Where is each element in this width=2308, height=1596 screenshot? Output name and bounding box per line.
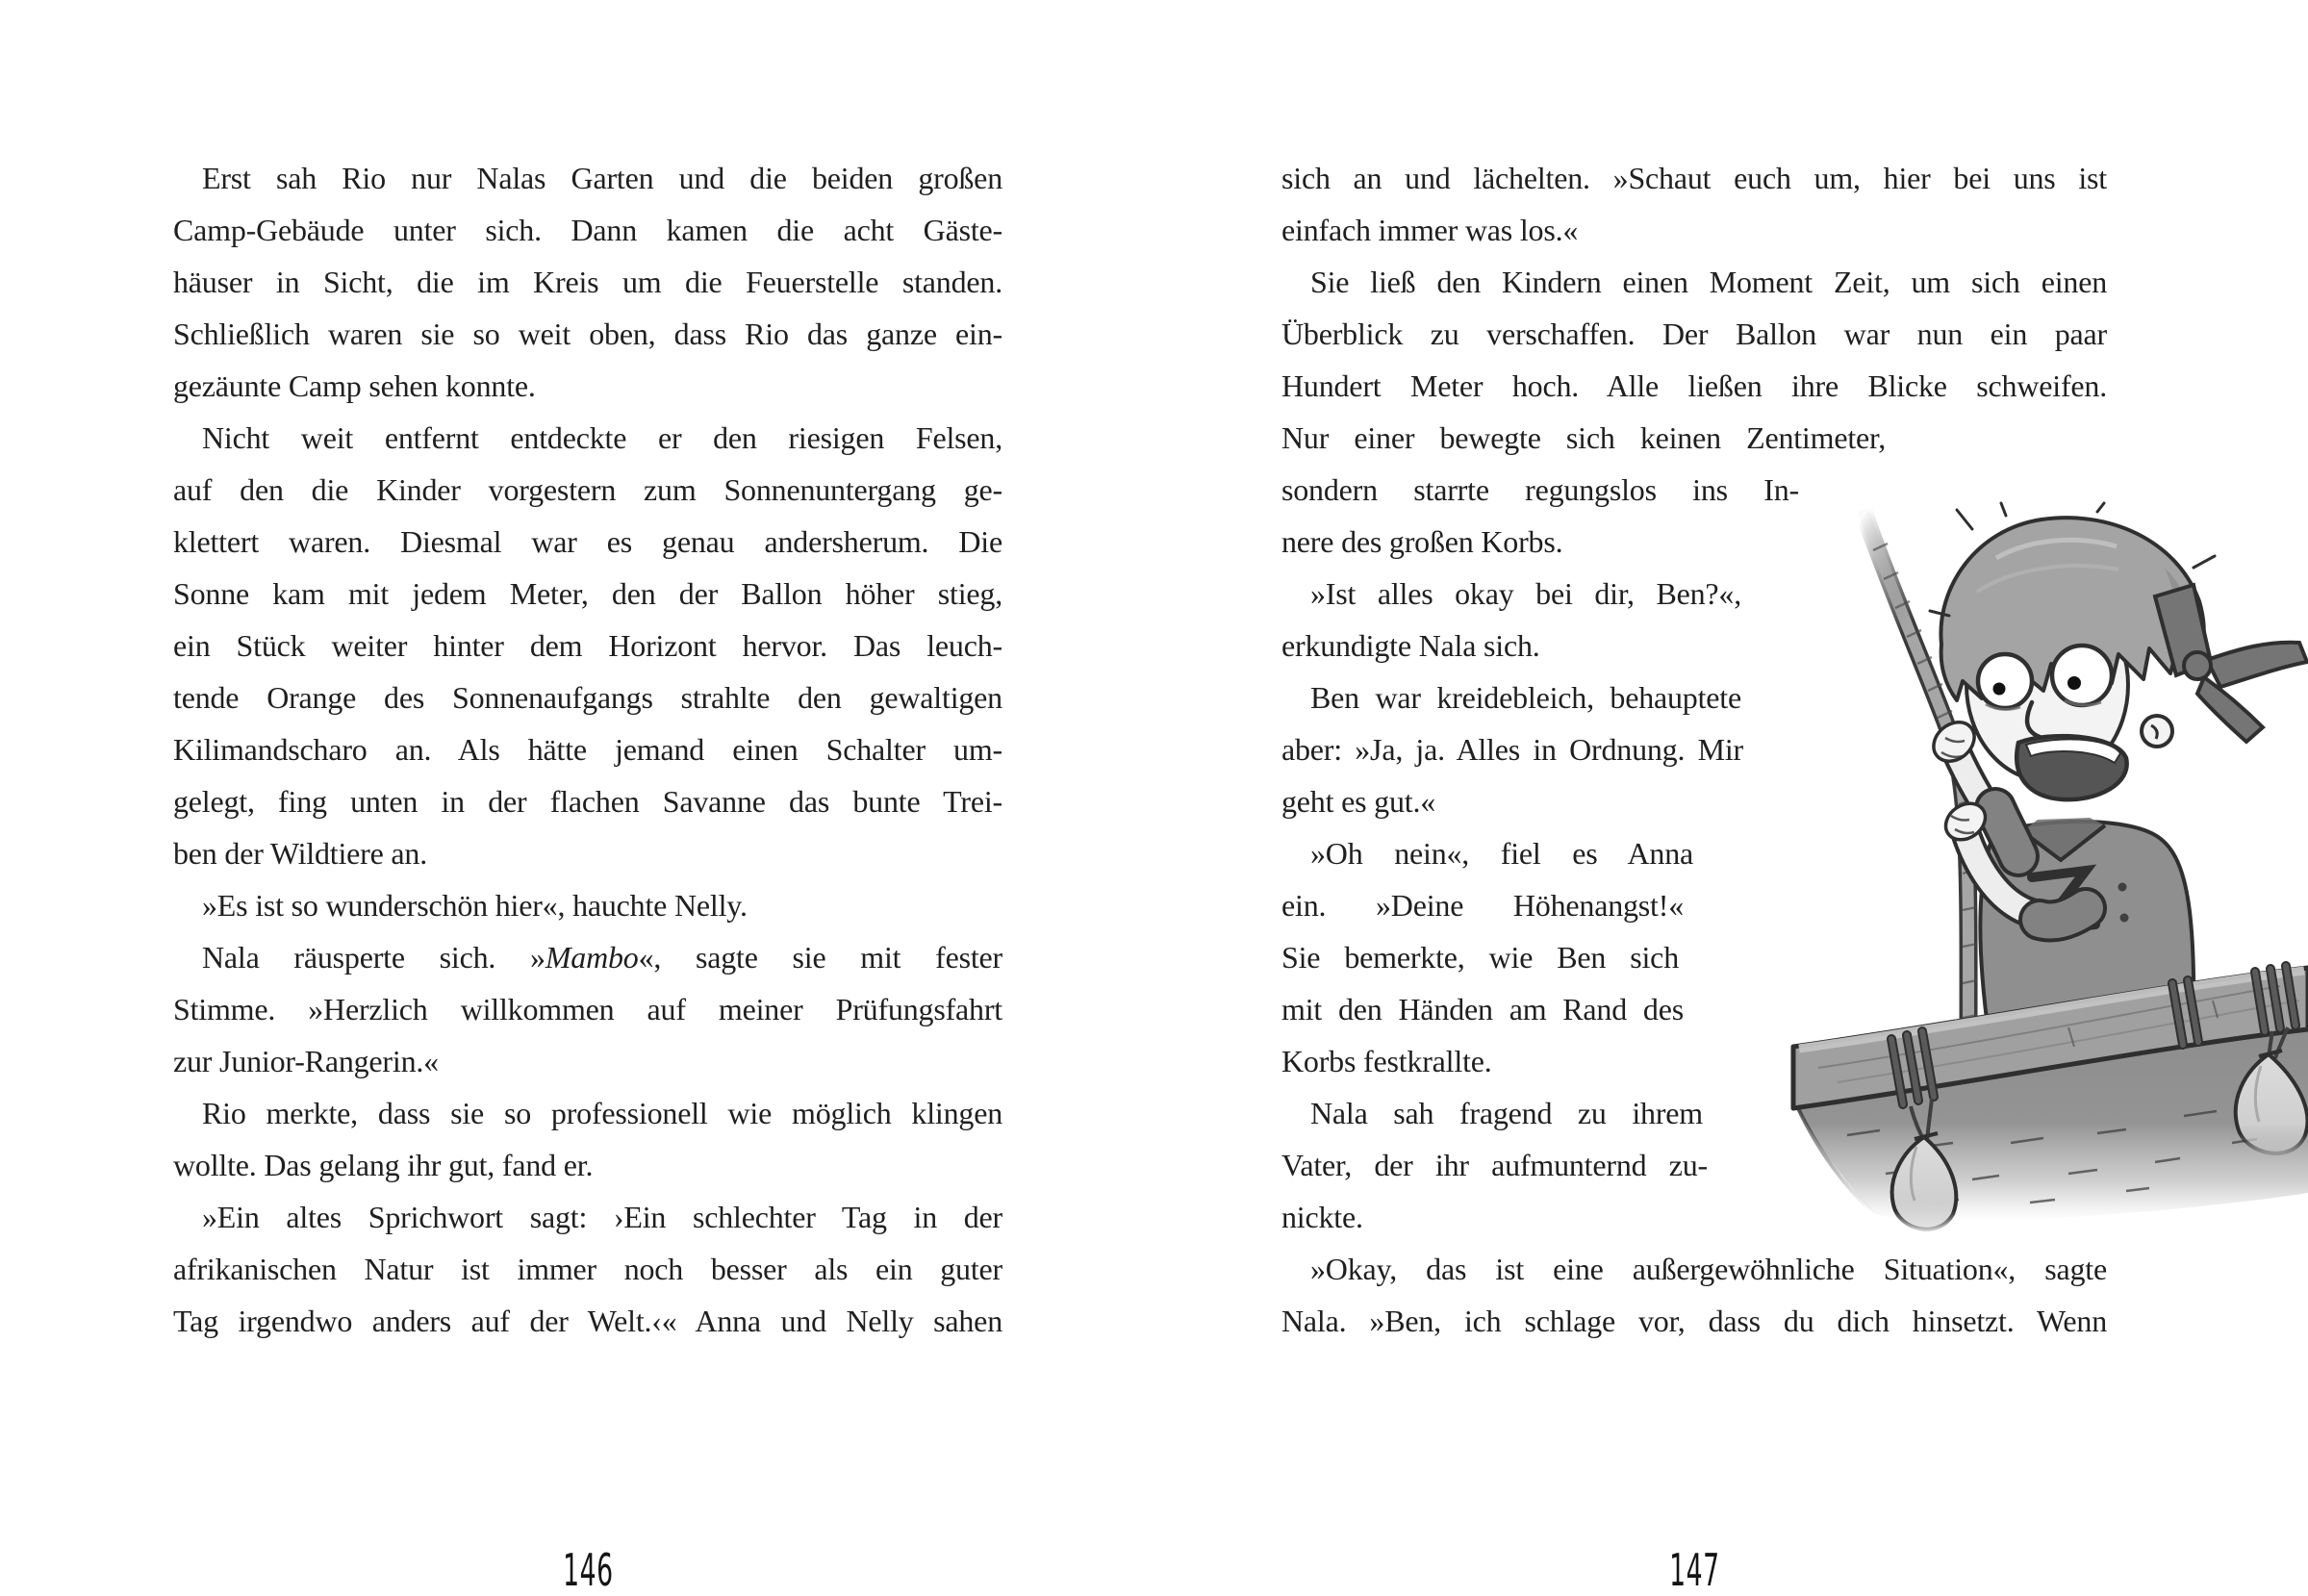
bandana <box>2155 585 2307 742</box>
text-line: »Okay, das ist eine außergewöhnliche Situation«, sagte <box>1310 1252 2107 1286</box>
text-line: gezäunte Camp sehen konnte. <box>173 368 536 403</box>
text-line: Überblick zu verschaffen. Der Ballon war nun ein paar <box>1281 317 2107 351</box>
text-line: Erst sah Rio nur Nalas Garten und die beiden großen <box>202 161 1002 195</box>
text-line: sich an und lächelten. »Schaut euch um, hier bei uns ist <box>1281 161 2107 195</box>
text-line: ben der Wildtiere an. <box>173 836 428 871</box>
text-line: Sie bemerkte, wie Ben sich <box>1281 940 1679 975</box>
boy-eye-right <box>2052 646 2112 705</box>
text-line: nickte. <box>1281 1200 1363 1234</box>
text-line: Kilimandscharo an. Als hätte jemand einen Schalter um- <box>173 732 1002 767</box>
text-line: nere des großen Korbs. <box>1281 524 1563 559</box>
text-line: »Ist alles okay bei dir, Ben?«, <box>1310 576 1741 611</box>
text-line: Korbs festkrallte. <box>1281 1044 1492 1078</box>
text-line: tende Orange des Sonnenaufgangs strahlte den gewaltigen <box>173 680 1002 715</box>
text-line: geht es gut.« <box>1281 784 1436 819</box>
page-146-text <box>173 152 1002 1347</box>
text-line: erkundigte Nala sich. <box>1281 628 1540 663</box>
text-line: ein. »Deine Höhenangst!« <box>1281 888 1684 923</box>
text-line: »Es ist so wunderschön hier«, hauchte Nelly. <box>202 888 748 923</box>
text-line: »Ein altes Sprichwort sagt: ›Ein schlechter Tag in der <box>202 1200 1002 1234</box>
text-line: afrikanischen Natur ist immer noch besser als ein guter <box>173 1252 1002 1286</box>
text-line: zur Junior-Rangerin.« <box>173 1044 439 1078</box>
text-line: Vater, der ihr aufmunternd zu- <box>1281 1148 1708 1182</box>
text-line: Schließlich waren sie so weit oben, dass Rio das ganze ein- <box>173 317 1002 351</box>
text-line: »Oh nein«, fiel es Anna <box>1310 836 1693 871</box>
text-line: mit den Händen am Rand des <box>1281 992 1684 1026</box>
text-line: auf den die Kinder vorgestern zum Sonnenuntergang ge- <box>173 472 1002 507</box>
text-line: Hundert Meter hoch. Alle ließen ihre Blicke schweifen. <box>1281 368 2107 403</box>
text-line: sondern starrte regungslos ins In- <box>1281 472 1799 507</box>
text-line: aber: »Ja, ja. Alles in Ordnung. Mir <box>1281 732 1743 767</box>
ben-balloon-basket-illustration <box>1780 500 2308 1260</box>
text-line: Nala sah fragend zu ihrem <box>1310 1096 1703 1130</box>
text-line: wollte. Das gelang ihr gut, fand er. <box>173 1148 594 1182</box>
balloon-basket <box>1793 966 2308 1229</box>
text-line: ein Stück weiter hinter dem Horizont hervor. Das leuch- <box>173 628 1002 663</box>
text-line: Tag irgendwo anders auf der Welt.‹« Anna und Nelly sahen <box>173 1304 1002 1338</box>
text-line: einfach immer was los.« <box>1281 213 1579 247</box>
text-line: Nur einer bewegte sich keinen Zentimeter, <box>1281 420 1886 455</box>
boy-head <box>1930 503 2307 799</box>
text-line: Sie ließ den Kindern einen Moment Zeit, um sich einen <box>1310 265 2107 299</box>
text-line: Sonne kam mit jedem Meter, den der Ballon höher stieg, <box>173 576 1002 611</box>
page-number-146: 146 <box>562 1544 614 1596</box>
boy-eye-left <box>1978 654 2032 708</box>
text-line: häuser in Sicht, die im Kreis um die Feuerstelle standen. <box>173 265 1002 299</box>
text-line: klettert waren. Diesmal war es genau andersherum. Die <box>173 524 1002 559</box>
boy-ben <box>1926 503 2307 1041</box>
text-line: Ben war kreidebleich, behauptete <box>1310 680 1741 715</box>
text-line: Rio merkte, dass sie so professionell wie möglich klingen <box>202 1096 1002 1130</box>
text-line: gelegt, fing unten in der flachen Savanne das bunte Trei- <box>173 784 1002 819</box>
text-line: Nala. »Ben, ich schlage vor, dass du dich hinsetzt. Wenn <box>1281 1304 2107 1338</box>
page-number-147: 147 <box>1668 1544 1720 1596</box>
page-146 <box>173 152 1002 1596</box>
text-line: Nicht weit entfernt entdeckte er den riesigen Felsen, <box>202 420 1002 455</box>
text-line: Nala räusperte sich. »Mambo«, sagte sie mit fester <box>202 940 1002 975</box>
text-line: Camp-Gebäude unter sich. Dann kamen die acht Gäste- <box>173 213 1002 247</box>
text-line: Stimme. »Herzlich willkommen auf meiner Prüfungsfahrt <box>173 992 1002 1026</box>
